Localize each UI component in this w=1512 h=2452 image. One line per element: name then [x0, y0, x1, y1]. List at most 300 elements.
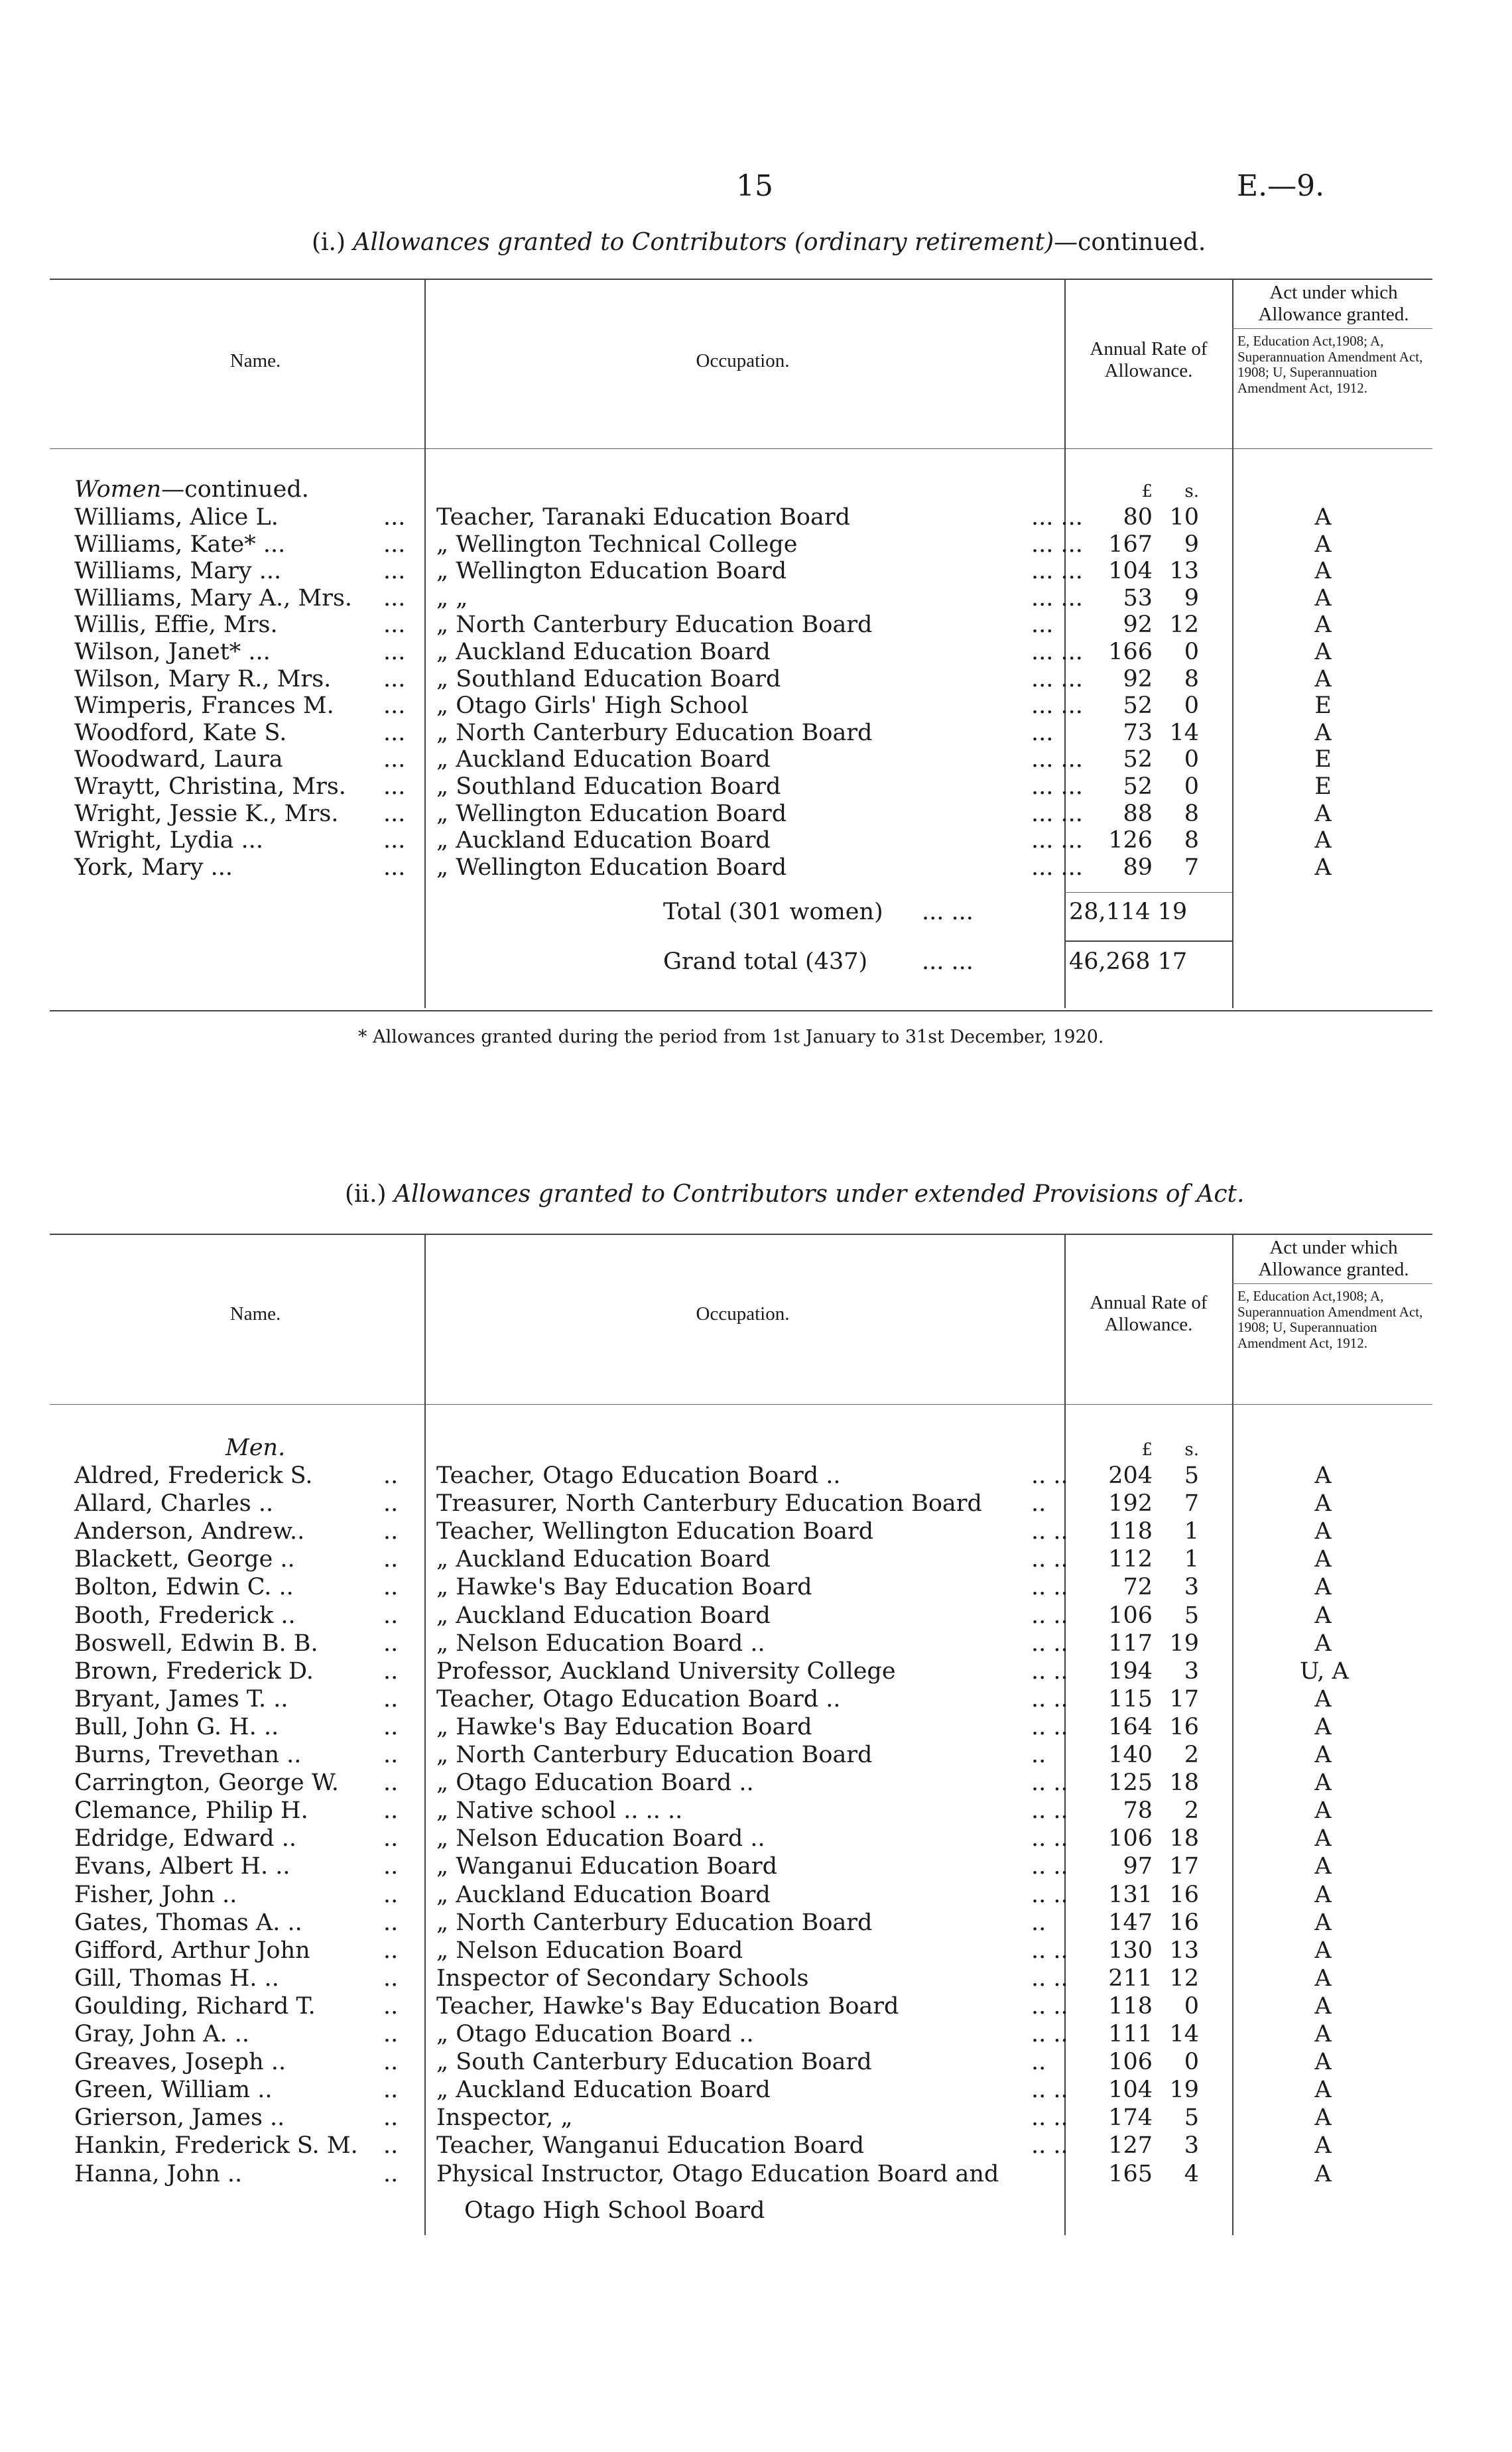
- pounds-cell: 117: [1108, 1630, 1153, 1657]
- shillings-cell: 0: [1184, 1992, 1199, 2020]
- table-row: [0, 801, 1512, 828]
- footnote: * Allowances granted during the period from 1st January to 31st December, 1920.: [358, 1027, 1104, 1047]
- leader-dots: ..: [383, 2049, 399, 2076]
- occupation-cell: „ Auckland Education Board: [436, 2077, 771, 2104]
- table-row: [0, 2021, 1512, 2048]
- table-row: [0, 1490, 1512, 1517]
- occupation-cell: Inspector, „: [436, 2104, 573, 2132]
- name-cell: Evans, Albert H. ..: [74, 1853, 290, 1880]
- leader-dots: ..: [383, 1825, 399, 1852]
- leader-dots: .. ..: [1031, 2077, 1068, 2104]
- leader-dots: ... ...: [1031, 531, 1083, 558]
- shillings-cell: 4: [1184, 2160, 1199, 2187]
- name-cell: Greaves, Joseph ..: [74, 2049, 286, 2076]
- name-cell: Green, William ..: [74, 2077, 273, 2104]
- occupation-cell: Physical Instructor, Otago Education Board and: [436, 2160, 999, 2187]
- pounds-cell: 53: [1123, 584, 1153, 612]
- leader-dots: ..: [383, 1713, 399, 1740]
- shillings-cell: 14: [1169, 719, 1199, 746]
- leader-dots: ..: [1031, 1742, 1046, 1768]
- act-cell: A: [1314, 1490, 1332, 1517]
- leader-dots: .. ..: [1031, 2132, 1068, 2160]
- table-row: [0, 2161, 1512, 2188]
- table-row: [0, 827, 1512, 854]
- leader-dots: .. ..: [1031, 1574, 1068, 1601]
- leader-dots: ...: [383, 719, 406, 746]
- occupation-cell: Teacher, Wanganui Education Board: [436, 2132, 864, 2160]
- table-row: [0, 720, 1512, 747]
- leader-dots: ... ...: [1031, 558, 1083, 585]
- table-row: [0, 1909, 1512, 1937]
- leader-dots: ..: [383, 1602, 399, 1629]
- name-cell: Boswell, Edwin B. B.: [74, 1630, 318, 1657]
- continuation-row: [0, 2197, 1512, 2225]
- leader-dots: ..: [383, 2160, 399, 2187]
- shillings-cell: 1: [1184, 1546, 1199, 1573]
- leader-dots: ..: [383, 1630, 399, 1657]
- shillings-cell: 7: [1184, 1490, 1199, 1517]
- leader-dots: ..: [383, 1490, 399, 1517]
- act-cell: A: [1314, 1881, 1332, 1908]
- leader-dots: ...: [383, 584, 406, 612]
- name-cell: Wilson, Mary R., Mrs.: [74, 665, 332, 692]
- table-row: [0, 2132, 1512, 2160]
- leader-dots: ...: [383, 746, 406, 773]
- table-row: [0, 666, 1512, 693]
- pounds-cell: 211: [1108, 1965, 1153, 1992]
- leader-dots: ... ...: [1031, 827, 1083, 854]
- name-cell: Gifford, Arthur John: [74, 1937, 310, 1964]
- shillings-cell: 5: [1184, 1462, 1199, 1489]
- table2-group-row: [0, 1435, 1512, 1462]
- name-cell: Woodward, Laura: [74, 746, 283, 773]
- pounds-cell: 147: [1108, 1909, 1153, 1936]
- table-row: [0, 2104, 1512, 2132]
- act-cell: A: [1314, 854, 1332, 881]
- leader-dots: ...: [383, 504, 406, 531]
- leader-dots: ...: [383, 665, 406, 692]
- occupation-cell: „ Southland Education Board: [436, 665, 781, 692]
- shillings-cell: 8: [1184, 800, 1199, 827]
- leader-dots: ... ...: [1031, 746, 1083, 773]
- leader-dots: ...: [383, 531, 406, 558]
- section2-caption: (ii.) Allowances granted to Contributors under extended Provisions of Act.: [345, 1181, 1245, 1208]
- table1-header-name: Name.: [229, 350, 281, 371]
- occupation-cell: „ North Canterbury Education Board: [436, 1742, 873, 1768]
- name-cell: Gray, John A. ..: [74, 2021, 250, 2047]
- leader-dots: ... ...: [1031, 504, 1083, 531]
- act-cell: A: [1314, 2160, 1332, 2187]
- shillings-cell: 0: [1184, 746, 1199, 773]
- act-cell: A: [1314, 1602, 1332, 1629]
- occupation-cell: „ Wanganui Education Board: [436, 1853, 778, 1880]
- name-cell: Anderson, Andrew..: [74, 1518, 305, 1545]
- leader-dots: ..: [383, 2104, 399, 2132]
- shillings-cell: 8: [1184, 827, 1199, 854]
- table-row: [0, 854, 1512, 881]
- leader-dots: ...: [383, 827, 406, 854]
- occupation-cell: „ Wellington Education Board: [436, 800, 787, 827]
- leader-dots: ..: [383, 1685, 399, 1712]
- name-cell: Edridge, Edward ..: [74, 1825, 296, 1852]
- name-cell: Goulding, Richard T.: [74, 1992, 316, 2020]
- name-cell: Williams, Alice L.: [74, 504, 279, 531]
- table1-header-rule: [50, 448, 1432, 449]
- occupation-cell: „ Southland Education Board: [436, 773, 781, 800]
- occupation-cell: Inspector of Secondary Schools: [436, 1965, 809, 1992]
- table-row: [0, 1742, 1512, 1769]
- pounds-cell: 130: [1108, 1937, 1153, 1964]
- name-cell: Hankin, Frederick S. M.: [74, 2132, 358, 2160]
- act-cell: A: [1314, 1462, 1332, 1489]
- pounds-cell: 118: [1108, 1518, 1153, 1545]
- act-cell: A: [1314, 1797, 1332, 1825]
- table1-bottom-rule: [50, 1010, 1432, 1011]
- shilling-unit: s.: [1184, 1440, 1199, 1460]
- pounds-cell: 127: [1108, 2132, 1153, 2160]
- occupation-cell: Teacher, Wellington Education Board: [436, 1518, 874, 1545]
- table-row: [0, 585, 1512, 612]
- shillings-cell: 12: [1169, 1965, 1199, 1992]
- leader-dots: ..: [383, 1770, 399, 1797]
- pounds-cell: 52: [1123, 773, 1153, 800]
- leader-dots: ..: [1031, 2049, 1046, 2076]
- leader-dots: .. ..: [1031, 1881, 1068, 1908]
- occupation-cell: Professor, Auckland University College: [436, 1657, 896, 1685]
- name-cell: Hanna, John ..: [74, 2160, 243, 2187]
- leader-dots: ... ...: [1031, 854, 1083, 881]
- occupation-cell: „ Nelson Education Board: [436, 1937, 743, 1964]
- shillings-cell: 10: [1169, 504, 1199, 531]
- act-cell: A: [1314, 2077, 1332, 2104]
- leader-dots: .. ..: [1031, 2021, 1068, 2047]
- table1-header-rate: Annual Rate of Allowance.: [1090, 338, 1208, 382]
- occupation-cell: „ Wellington Education Board: [436, 854, 787, 881]
- occupation-cell: „ Auckland Education Board: [436, 639, 771, 665]
- act-cell: A: [1314, 1630, 1332, 1657]
- shillings-cell: 19: [1169, 2077, 1199, 2104]
- occupation-cell: Teacher, Taranaki Education Board: [436, 504, 850, 531]
- shillings-cell: 9: [1184, 531, 1199, 558]
- leader-dots: ..: [383, 1965, 399, 1992]
- pound-unit: £: [1141, 482, 1153, 501]
- table-row: [0, 773, 1512, 801]
- total-row: [0, 899, 1512, 926]
- leader-dots: ...: [1031, 719, 1054, 746]
- pounds-cell: 174: [1108, 2104, 1153, 2132]
- table-row: [0, 531, 1512, 558]
- occupation-cell: „ Wellington Education Board: [436, 558, 787, 585]
- name-cell: Allard, Charles ..: [74, 1490, 274, 1517]
- shillings-cell: 9: [1184, 584, 1199, 612]
- act-cell: A: [1314, 639, 1332, 665]
- act-cell: A: [1314, 531, 1332, 558]
- shillings-cell: 0: [1184, 639, 1199, 665]
- occupation-cell: „ Otago Education Board ..: [436, 2021, 754, 2047]
- leader-dots: ..: [383, 2132, 399, 2160]
- table2-header-name: Name.: [229, 1303, 281, 1324]
- leader-dots: ...: [383, 854, 406, 881]
- shillings-cell: 13: [1169, 558, 1199, 585]
- pounds-cell: 118: [1108, 1992, 1153, 2020]
- shillings-cell: 0: [1184, 2049, 1199, 2076]
- act-cell: A: [1314, 827, 1332, 854]
- group-label: Men.: [225, 1435, 286, 1461]
- occupation-cell: „ Auckland Education Board: [436, 1881, 771, 1908]
- act-cell: A: [1314, 800, 1332, 827]
- shillings-cell: 2: [1184, 1797, 1199, 1825]
- table-row: [0, 1658, 1512, 1685]
- occupation-cell: Teacher, Otago Education Board ..: [436, 1685, 841, 1712]
- occupation-cell: „ North Canterbury Education Board: [436, 1909, 873, 1936]
- act-cell: A: [1314, 584, 1332, 612]
- pounds-cell: 166: [1108, 639, 1153, 665]
- name-cell: Bolton, Edwin C. ..: [74, 1574, 294, 1601]
- occupation-cell: „ Auckland Education Board: [436, 1546, 771, 1573]
- pounds-cell: 52: [1123, 746, 1153, 773]
- act-cell: A: [1314, 1825, 1332, 1852]
- leader-dots: .. ..: [1031, 1992, 1068, 2020]
- table-row: [0, 1882, 1512, 1909]
- table-row: [0, 1825, 1512, 1852]
- table-row: [0, 639, 1512, 666]
- shillings-cell: 18: [1169, 1825, 1199, 1852]
- name-cell: Grierson, James ..: [74, 2104, 285, 2132]
- table-row: [0, 2077, 1512, 2104]
- grand-total-rule: [1064, 940, 1232, 942]
- leader-dots: .. ..: [1031, 1462, 1068, 1489]
- total-label: Total (301 women): [663, 899, 883, 925]
- table-row: [0, 2049, 1512, 2076]
- occupation-cell: Teacher, Otago Education Board ..: [436, 1462, 841, 1489]
- name-cell: Aldred, Frederick S.: [74, 1462, 313, 1489]
- shillings-cell: 3: [1184, 1574, 1199, 1601]
- name-cell: Burns, Trevethan ..: [74, 1742, 302, 1768]
- leader-dots: ... ...: [1031, 692, 1083, 720]
- shillings-cell: 17: [1169, 1853, 1199, 1880]
- leader-dots: .. ..: [1031, 1825, 1068, 1852]
- act-cell: A: [1314, 1713, 1332, 1740]
- occupation-cell: „ South Canterbury Education Board: [436, 2049, 872, 2076]
- pounds-cell: 89: [1123, 854, 1153, 881]
- name-cell: Brown, Frederick D.: [74, 1657, 314, 1685]
- leader-dots: ..: [383, 1574, 399, 1601]
- name-cell: Wraytt, Christina, Mrs.: [74, 773, 346, 800]
- table-row: [0, 1602, 1512, 1630]
- pounds-cell: 126: [1108, 827, 1153, 854]
- name-cell: Woodford, Kate S.: [74, 719, 287, 746]
- leader-dots: .. ..: [1031, 1937, 1068, 1964]
- table-row: [0, 1965, 1512, 1992]
- leader-dots: ...: [383, 639, 406, 665]
- shillings-cell: 8: [1184, 665, 1199, 692]
- shillings-cell: 1: [1184, 1518, 1199, 1545]
- occupation-cell: „ Auckland Education Board: [436, 827, 771, 854]
- pounds-cell: 92: [1123, 612, 1153, 639]
- act-cell: E: [1314, 746, 1332, 773]
- table-row: [0, 1462, 1512, 1490]
- shillings-cell: 0: [1184, 692, 1199, 720]
- table-row: [0, 612, 1512, 639]
- name-cell: Williams, Kate* ...: [74, 531, 286, 558]
- pounds-cell: 80: [1123, 504, 1153, 531]
- occupation-cell: „ „: [436, 584, 468, 612]
- table2-header-rule: [50, 1404, 1432, 1405]
- leader-dots: .. ..: [1031, 1630, 1068, 1657]
- grand-total-label: Grand total (437): [663, 948, 868, 975]
- table1-group-row: [0, 476, 1512, 503]
- pounds-cell: 92: [1123, 665, 1153, 692]
- table1-act-subrule: [1232, 328, 1432, 329]
- leader-dots: ..: [383, 1546, 399, 1573]
- occupation-cell: „ Auckland Education Board: [436, 1602, 771, 1629]
- name-cell: Booth, Frederick ..: [74, 1602, 296, 1629]
- name-cell: Williams, Mary A., Mrs.: [74, 584, 353, 612]
- table-row: [0, 1546, 1512, 1573]
- occupation-cell: „ Otago Girls' High School: [436, 692, 749, 720]
- pounds-cell: 104: [1108, 2077, 1153, 2104]
- total-rule: [1064, 892, 1232, 893]
- shillings-cell: 14: [1169, 2021, 1199, 2047]
- table1-header-act: Act under which Allowance granted.: [1258, 282, 1409, 326]
- pounds-cell: 204: [1108, 1462, 1153, 1489]
- act-cell: A: [1314, 504, 1332, 531]
- act-cell: A: [1314, 2132, 1332, 2160]
- pounds-cell: 72: [1123, 1574, 1153, 1601]
- page-number: 15: [736, 169, 773, 203]
- shillings-cell: 7: [1184, 854, 1199, 881]
- act-cell: A: [1314, 1937, 1332, 1964]
- leader-dots: ..: [383, 1797, 399, 1825]
- table-row: [0, 1714, 1512, 1741]
- table-row: [0, 746, 1512, 773]
- leader-dots: ...: [383, 692, 406, 720]
- pounds-cell: 111: [1108, 2021, 1153, 2047]
- name-cell: Blackett, George ..: [74, 1546, 295, 1573]
- table-row: [0, 1797, 1512, 1825]
- leader-dots: .. ..: [1031, 1657, 1068, 1685]
- leader-dots: ..: [383, 1992, 399, 2020]
- grand-total-dots: ... ...: [922, 948, 974, 975]
- act-cell: A: [1314, 1909, 1332, 1936]
- name-cell: Williams, Mary ...: [74, 558, 282, 585]
- occupation-cell: „ Otago Education Board ..: [436, 1770, 754, 1797]
- document-reference: E.—9.: [1237, 169, 1325, 203]
- leader-dots: ..: [383, 2021, 399, 2047]
- pounds-cell: 194: [1108, 1657, 1153, 1685]
- leader-dots: ...: [383, 612, 406, 639]
- act-cell: U, A: [1300, 1657, 1349, 1685]
- occupation-cell: „ Nelson Education Board ..: [436, 1825, 765, 1852]
- leader-dots: ... ...: [1031, 665, 1083, 692]
- leader-dots: .. ..: [1031, 1713, 1068, 1740]
- table-row: [0, 692, 1512, 720]
- act-cell: E: [1314, 692, 1332, 720]
- leader-dots: ...: [383, 773, 406, 800]
- total-value: 28,114 19: [1069, 899, 1188, 925]
- leader-dots: ..: [383, 1742, 399, 1768]
- table2-header-occupation: Occupation.: [696, 1303, 790, 1324]
- occupation-cell: „ Auckland Education Board: [436, 746, 771, 773]
- table-row: [0, 1686, 1512, 1713]
- name-cell: Bull, John G. H. ..: [74, 1713, 279, 1740]
- leader-dots: ..: [383, 1937, 399, 1964]
- leader-dots: .. ..: [1031, 1797, 1068, 1825]
- name-cell: Wright, Lydia ...: [74, 827, 263, 854]
- leader-dots: ..: [383, 1462, 399, 1489]
- shillings-cell: 16: [1169, 1713, 1199, 1740]
- leader-dots: ...: [383, 558, 406, 585]
- pounds-cell: 164: [1108, 1713, 1153, 1740]
- name-cell: Wilson, Janet* ...: [74, 639, 271, 665]
- shillings-cell: 3: [1184, 1657, 1199, 1685]
- occupation-cell: „ Hawke's Bay Education Board: [436, 1713, 812, 1740]
- total-dots: ... ...: [922, 899, 974, 925]
- leader-dots: ..: [383, 1909, 399, 1936]
- table-row: [0, 1993, 1512, 2020]
- shillings-cell: 13: [1169, 1937, 1199, 1964]
- table1-header-act-key: E, Education Act,1908; A, Superannuation Amendment Act, 1908; U, Superannuation Amendment Act, 1912.: [1237, 333, 1423, 396]
- table-row: [0, 504, 1512, 531]
- act-cell: A: [1314, 2049, 1332, 2076]
- shillings-cell: 19: [1169, 1630, 1199, 1657]
- table-row: [0, 1937, 1512, 1965]
- act-cell: A: [1314, 2021, 1332, 2047]
- table-row: [0, 1518, 1512, 1545]
- occupation-cell: „ Native school .. .. ..: [436, 1797, 683, 1825]
- leader-dots: .. ..: [1031, 1685, 1068, 1712]
- pounds-cell: 73: [1123, 719, 1153, 746]
- pound-unit: £: [1141, 1440, 1153, 1460]
- occupation-cell: „ Wellington Technical College: [436, 531, 798, 558]
- leader-dots: ..: [1031, 1490, 1046, 1517]
- pounds-cell: 78: [1123, 1797, 1153, 1825]
- shillings-cell: 16: [1169, 1909, 1199, 1936]
- table1-top-rule: [50, 279, 1432, 280]
- pounds-cell: 192: [1108, 1490, 1153, 1517]
- pounds-cell: 52: [1123, 692, 1153, 720]
- table-row: [0, 1630, 1512, 1657]
- leader-dots: .. ..: [1031, 1518, 1068, 1545]
- act-cell: A: [1314, 612, 1332, 639]
- shilling-unit: s.: [1184, 482, 1199, 501]
- name-cell: Gates, Thomas A. ..: [74, 1909, 302, 1936]
- act-cell: A: [1314, 1546, 1332, 1573]
- act-cell: A: [1314, 1685, 1332, 1712]
- act-cell: A: [1314, 1518, 1332, 1545]
- pounds-cell: 106: [1108, 1825, 1153, 1852]
- grand-total-value: 46,268 17: [1069, 948, 1188, 975]
- act-cell: A: [1314, 558, 1332, 585]
- act-cell: A: [1314, 1770, 1332, 1797]
- table2-header-act-key: E, Education Act,1908; A, Superannuation Amendment Act, 1908; U, Superannuation Amendment Act, 1912.: [1237, 1288, 1423, 1351]
- leader-dots: ..: [1031, 1909, 1046, 1936]
- pounds-cell: 106: [1108, 1602, 1153, 1629]
- act-cell: E: [1314, 773, 1332, 800]
- occupation-cell: Treasurer, North Canterbury Education Board: [436, 1490, 982, 1517]
- shillings-cell: 5: [1184, 1602, 1199, 1629]
- pounds-cell: 167: [1108, 531, 1153, 558]
- name-cell: Willis, Effie, Mrs.: [74, 612, 278, 639]
- table2-top-rule: [50, 1234, 1432, 1235]
- act-cell: A: [1314, 2104, 1332, 2132]
- leader-dots: ... ...: [1031, 639, 1083, 665]
- act-cell: A: [1314, 665, 1332, 692]
- leader-dots: .. ..: [1031, 1546, 1068, 1573]
- leader-dots: .. ..: [1031, 1965, 1068, 1992]
- act-cell: A: [1314, 719, 1332, 746]
- name-cell: Wimperis, Frances M.: [74, 692, 334, 720]
